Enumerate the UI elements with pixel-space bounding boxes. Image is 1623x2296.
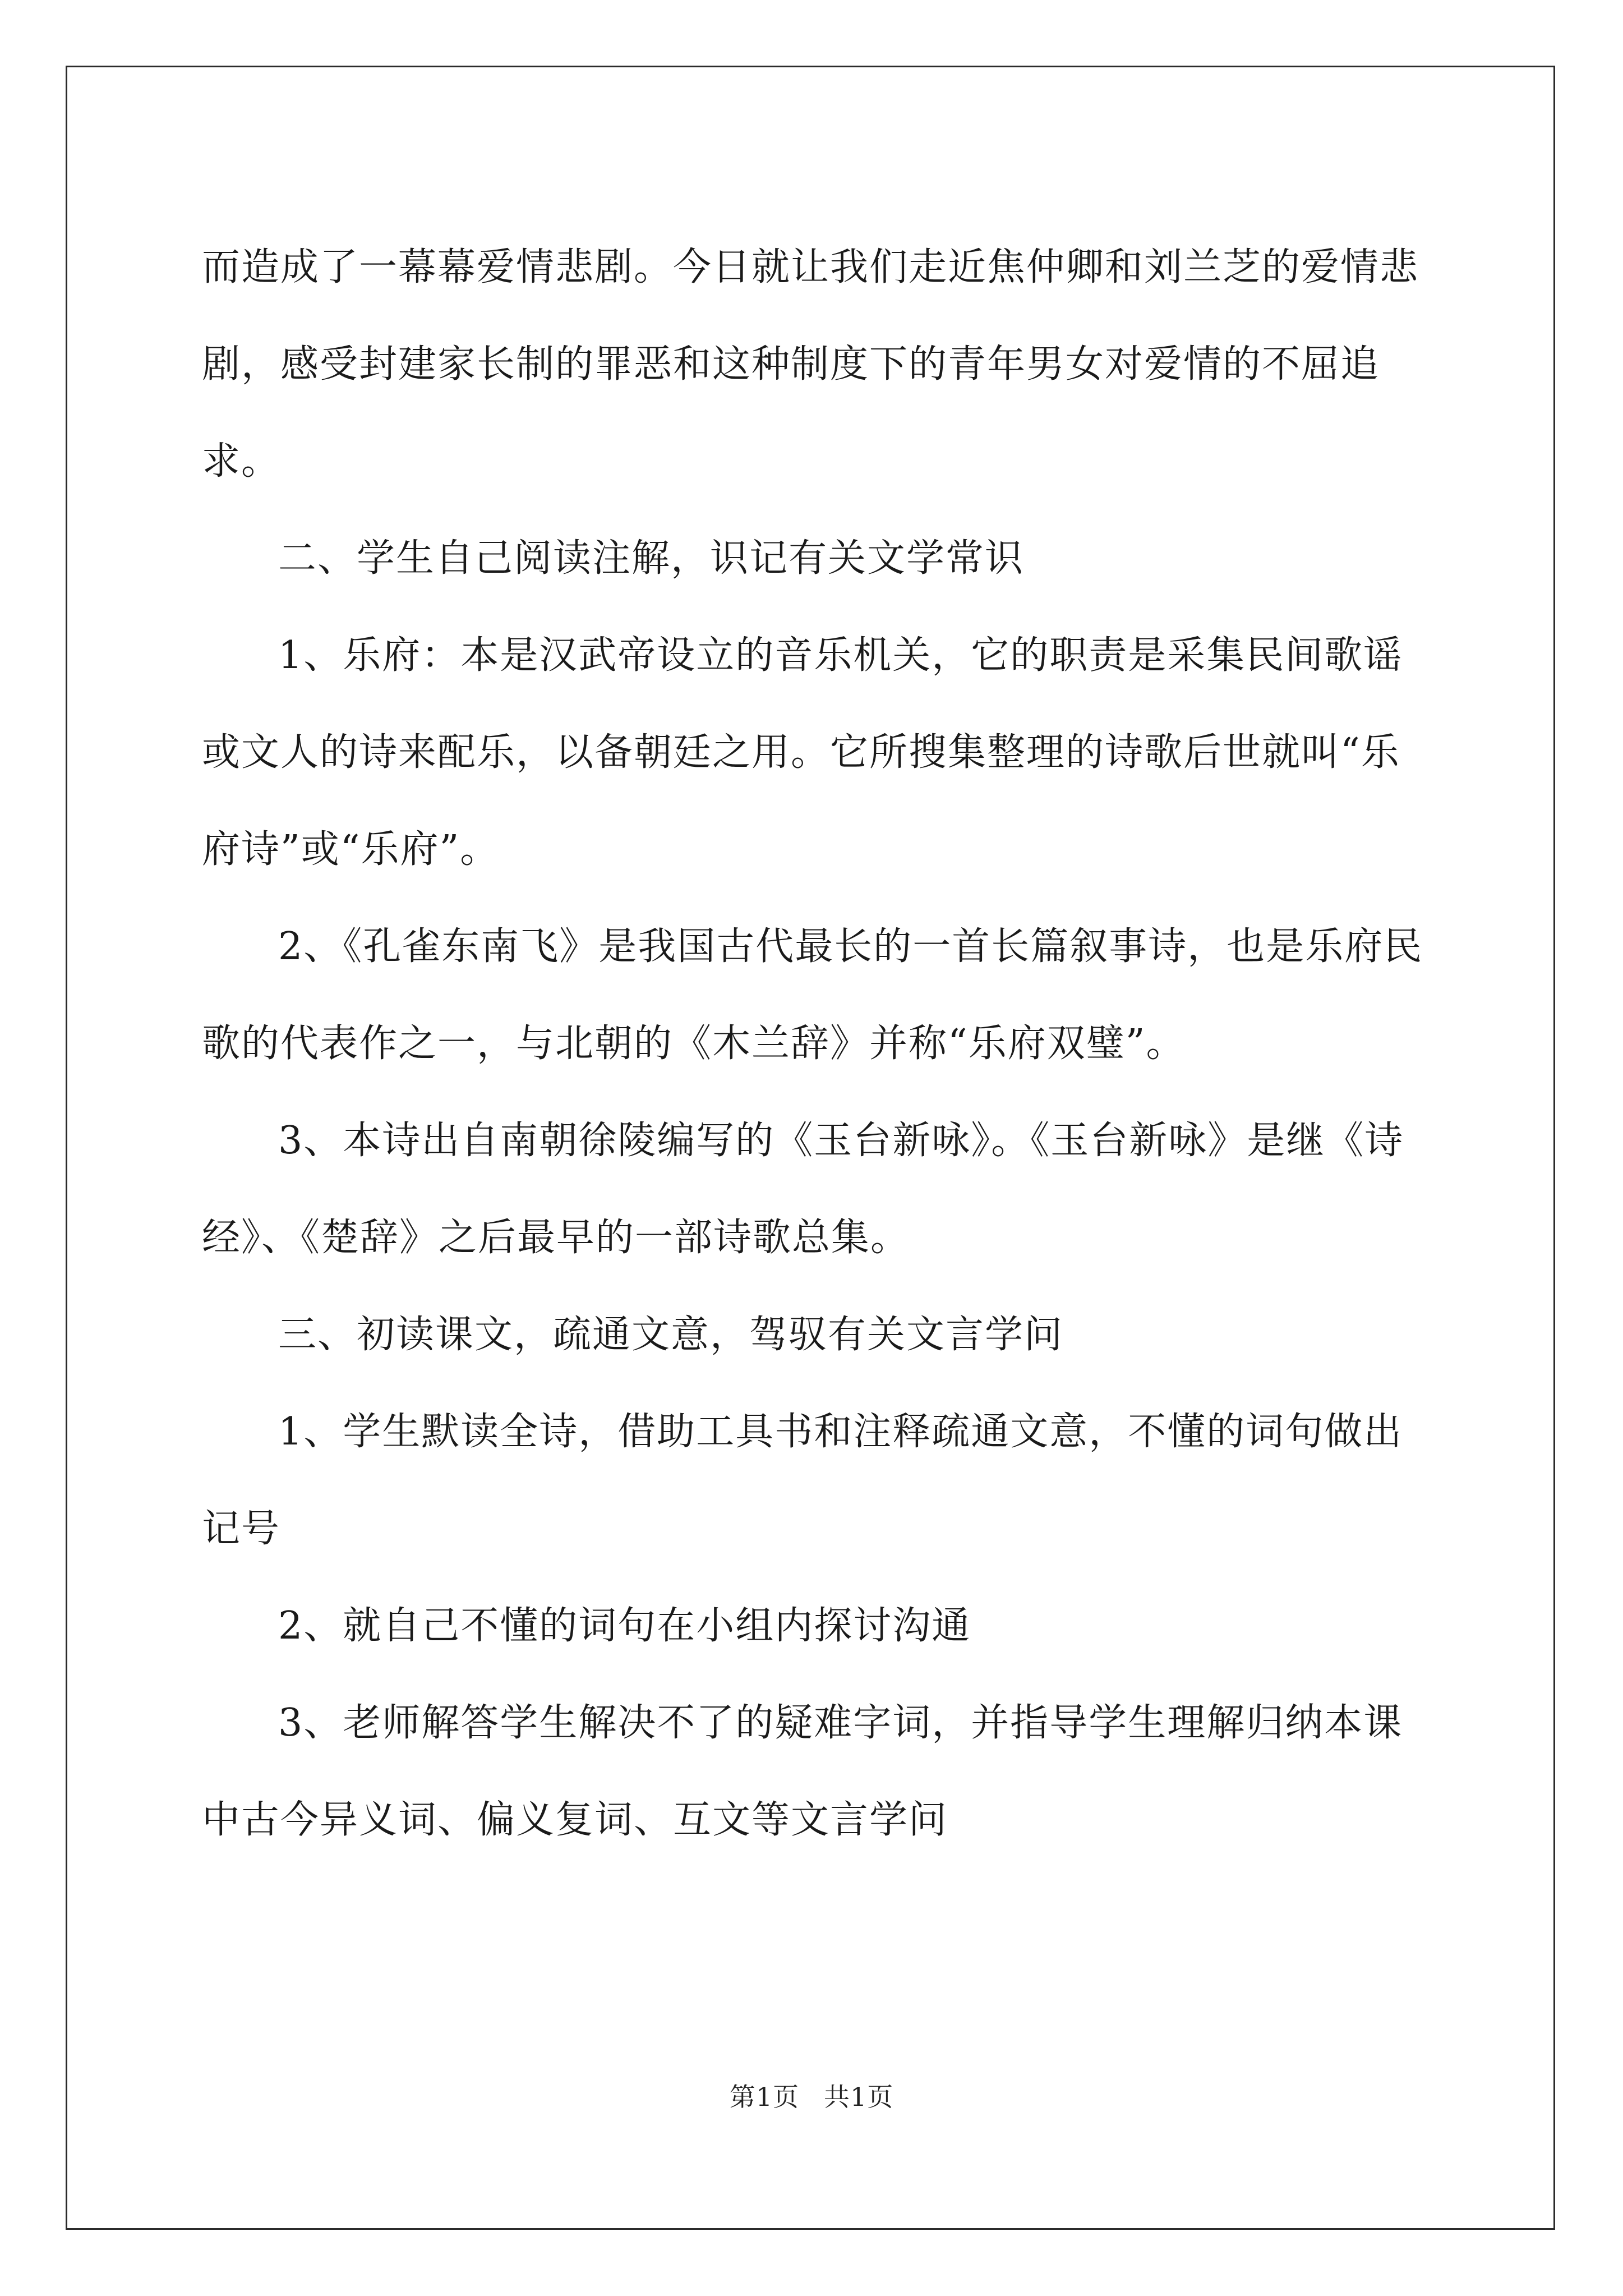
page-footer (0, 2080, 1623, 2114)
list-item-peacock: 2、《孔雀东南飞》是我国古代最长的一首长篇叙事诗，也是乐府民歌的代表作之一，与北朝的《木兰辞》并称“乐府双璧”。 (202, 924, 1423, 1066)
list-item-source: 3、本诗出自南朝徐陵编写的《玉台新咏》。《玉台新咏》是继《诗经》、《楚辞》之后最早的一部诗歌总集。 (202, 1119, 1404, 1260)
paragraph-continuation: 而造成了一幕幕爱情悲剧。今日就让我们走近焦仲卿和刘兰芝的爱情悲剧，感受封建家长制的罪恶和这种制度下的青年男女对爱情的不屈追求。 (202, 245, 1419, 484)
list-item-teacher: 3、老师解答学生解决不了的疑难字词，并指导学生理解归纳本课中古今异义词、偏义复词、互文等文言学问 (202, 1701, 1403, 1842)
list-item-yuefu: 1、乐府：本是汉武帝设立的音乐机关，它的职责是采集民间歌谣或文人的诗来配乐，以备朝廷之用。它所搜集整理的诗歌后世就叫“乐府诗”或“乐府”。 (202, 633, 1403, 872)
page-total: 共1页 (824, 2082, 894, 2112)
list-item-discuss: 2、就自己不懂的词句在小组内探讨沟通 (278, 1604, 971, 1648)
document-body (202, 219, 1424, 1869)
section-heading-2: 二、学生自己阅读注解，识记有关文学常识 (278, 536, 1025, 581)
list-item-read: 1、学生默读全诗，借助工具书和注释疏通文意，不懂的词句做出记号 (202, 1410, 1403, 1551)
page-number: 第1页 (729, 2082, 799, 2112)
section-heading-3: 三、初读课文，疏通文意，驾驭有关文言学问 (278, 1313, 1064, 1357)
